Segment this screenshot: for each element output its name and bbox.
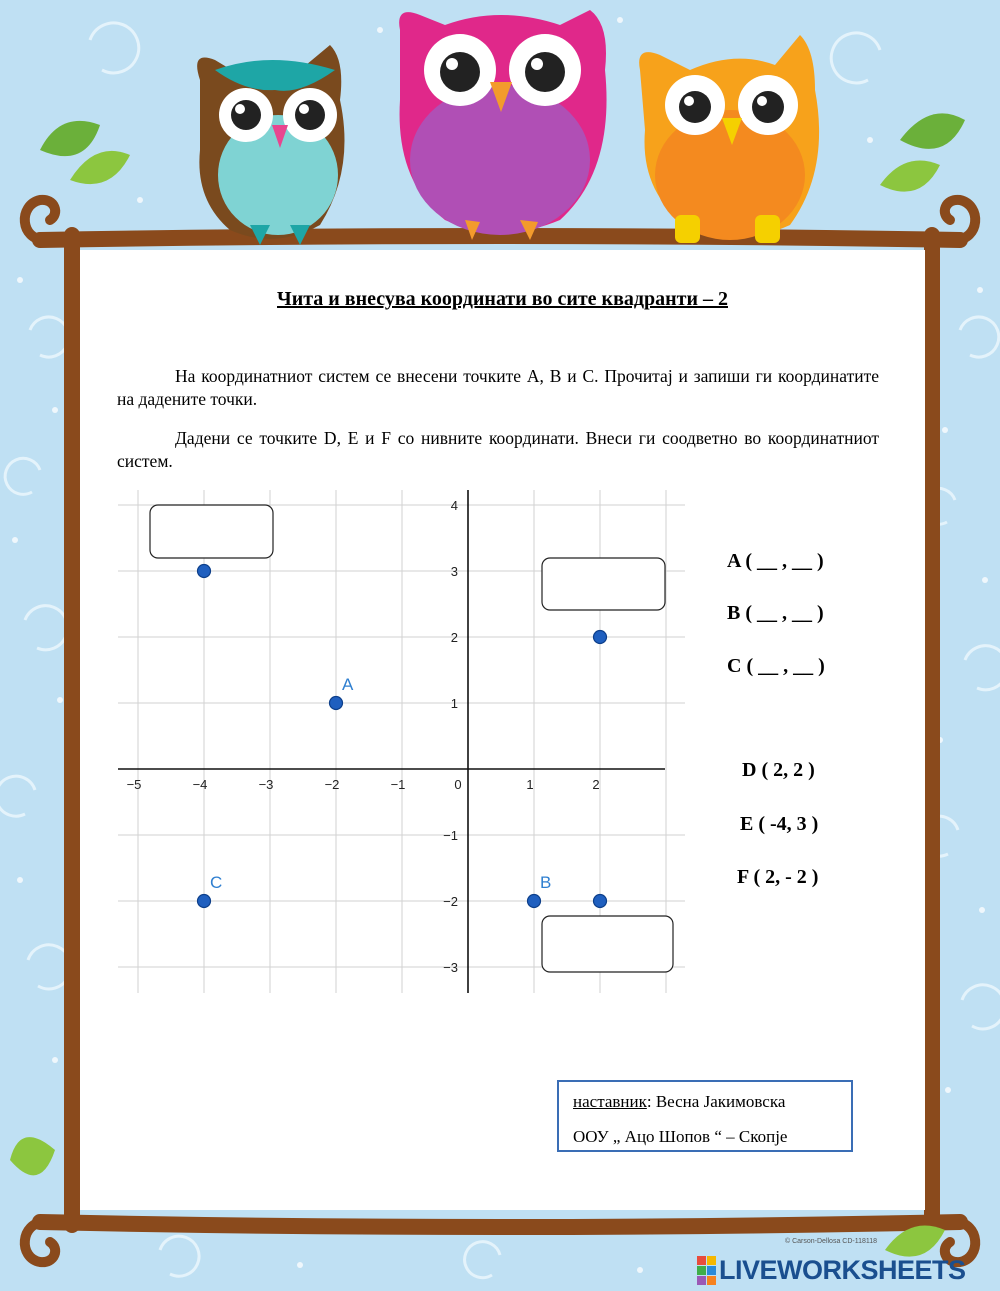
- y-tick-label: −2: [443, 894, 458, 909]
- answer-c[interactable]: C ( __ , __ ): [727, 655, 825, 677]
- answer-box-bottom-right[interactable]: [542, 916, 673, 972]
- given-point-d: D ( 2, 2 ): [742, 759, 815, 781]
- answer-a[interactable]: A ( __ , __ ): [727, 550, 824, 572]
- logo-blocks-icon: [697, 1256, 716, 1285]
- logo-text: LIVEWORKSHEETS: [719, 1254, 966, 1285]
- y-tick-label: 2: [450, 630, 458, 645]
- y-tick-label: −3: [443, 960, 458, 975]
- given-point-f: F ( 2, - 2 ): [737, 866, 819, 888]
- point-dot: [594, 631, 607, 644]
- y-tick-label: −1: [443, 828, 458, 843]
- point-dot: [594, 895, 607, 908]
- worksheet-title: Чита и внесува координати во сите квадранти – 2: [277, 288, 728, 310]
- answer-b[interactable]: B ( __ , __ ): [727, 602, 824, 624]
- y-tick-label: 4: [450, 498, 458, 513]
- teacher-label: наставник: [573, 1092, 647, 1111]
- owl-orange-icon: [639, 35, 819, 243]
- x-tick-label: 1: [526, 777, 534, 792]
- answer-box-top-right[interactable]: [542, 558, 665, 610]
- instruction-paragraph-1: На координатниот систем се внесени точките А, В и С. Прочитај и запиши ги координатите на дадените точки.: [117, 366, 879, 409]
- instruction-paragraph-2: Дадени се точките D, E и F со нивните координати. Внеси ги соодветно во координатниот систем.: [117, 428, 879, 471]
- y-tick-label: 3: [450, 564, 458, 579]
- teacher-name: : Весна Јакимовска: [646, 1092, 786, 1111]
- liveworksheets-logo[interactable]: [697, 1255, 966, 1285]
- x-tick-label: 2: [592, 777, 600, 792]
- teacher-info-box: [557, 1080, 853, 1152]
- point-label-b: B: [540, 873, 552, 892]
- point-b: [528, 895, 541, 908]
- point-label-c: C: [210, 873, 223, 892]
- answer-box-top-left[interactable]: [150, 505, 273, 558]
- owl-purple-icon: [399, 10, 606, 240]
- x-tick-label: −2: [324, 777, 340, 792]
- y-tick-label: 1: [450, 696, 458, 711]
- copyright-note: © Carson-Dellosa CD-118118: [785, 1238, 878, 1245]
- point-a: [330, 697, 343, 710]
- x-tick-label: 0: [454, 777, 462, 792]
- owl-teal-icon: [197, 45, 344, 245]
- point-label-a: A: [342, 675, 354, 694]
- point-c: [198, 895, 211, 908]
- x-tick-label: −5: [126, 777, 142, 792]
- given-point-e: E ( -4, 3 ): [740, 813, 819, 835]
- coordinate-graph: [110, 488, 690, 998]
- teacher-line: [573, 1092, 785, 1112]
- school-name: ООУ „ Ацо Шопов “ – Скопје: [573, 1127, 788, 1146]
- x-tick-label: −4: [192, 777, 208, 792]
- point-dot: [198, 565, 211, 578]
- x-tick-label: −1: [390, 777, 406, 792]
- x-tick-label: −3: [258, 777, 274, 792]
